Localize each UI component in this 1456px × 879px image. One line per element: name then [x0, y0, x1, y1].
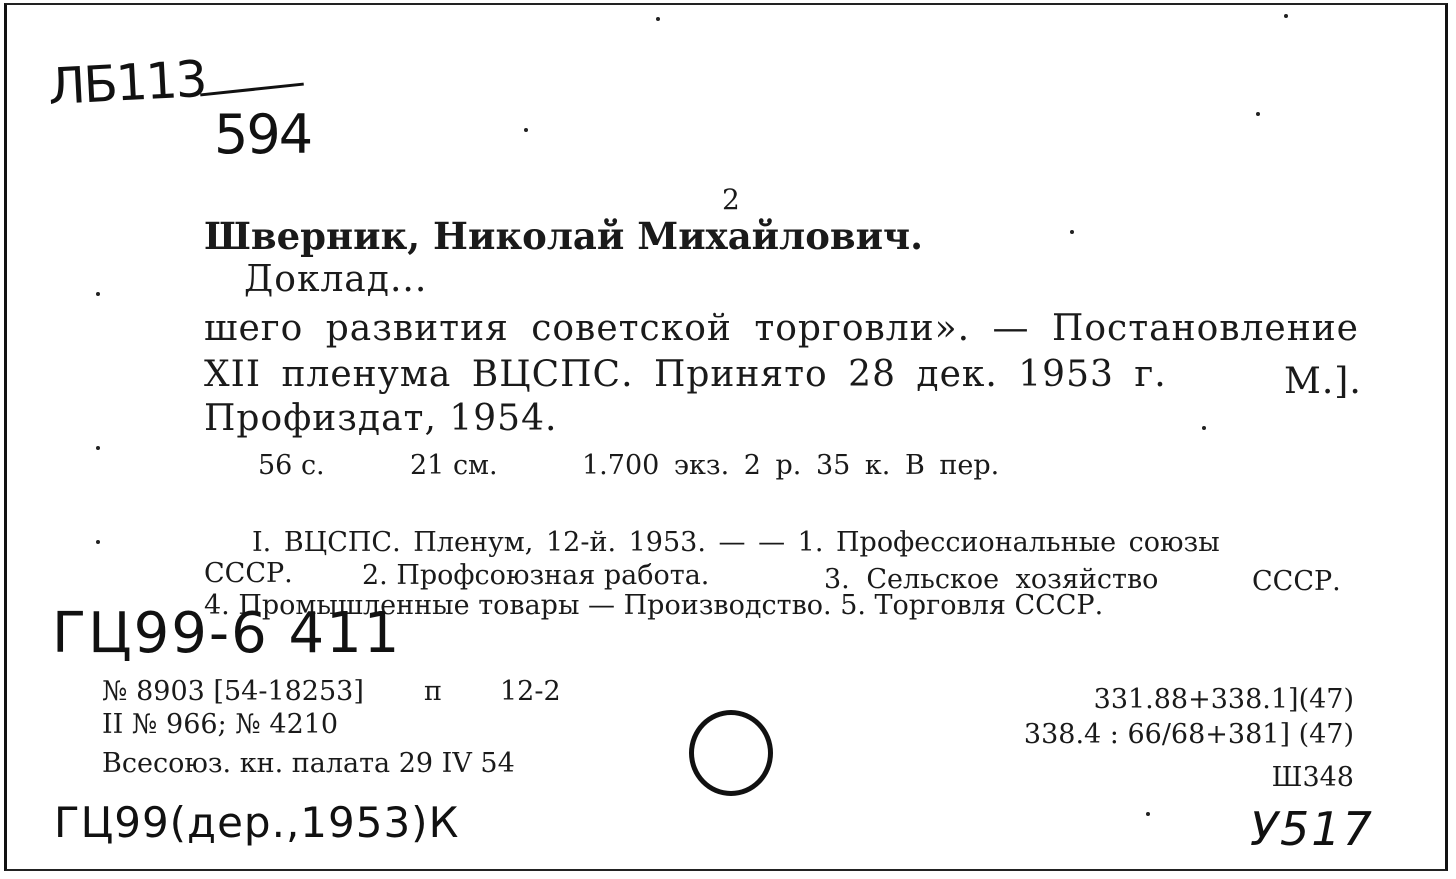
subjects-line-1: I. ВЦСПС. Пленум, 12-й. 1953. — — 1. Профессиональные союзы [252, 527, 1220, 558]
classification-line-1: 331.88+338.1](47) [1093, 684, 1354, 715]
imprint-line-2: II № 966; № 4210 [102, 709, 339, 740]
footer-handwritten-right: У517 [1250, 802, 1374, 856]
author-heading: Шверник, Николай Михайлович. [204, 214, 923, 258]
dust-speck [1202, 426, 1206, 430]
classification-line-3: Ш348 [1271, 762, 1354, 793]
dust-speck [524, 128, 528, 132]
dust-speck [96, 292, 100, 296]
heading-superscript: 2 [722, 183, 740, 216]
subjects-line-2d: СССР. [1252, 566, 1341, 597]
dust-speck [1256, 112, 1260, 116]
shelf-mark-top: ЛБ113 [46, 49, 207, 117]
physical-size: 21 см. [410, 450, 498, 481]
subjects-line-2a: СССР. [204, 558, 293, 589]
dust-speck [656, 17, 660, 21]
physical-run-price: 1.700 экз. 2 р. 35 к. В пер. [582, 450, 1000, 481]
shelf-mark-bottom: 594 [214, 103, 312, 166]
imprint-line-1b: п [424, 676, 442, 707]
imprint-line-1c: 12-2 [500, 676, 561, 707]
dust-speck [1146, 812, 1150, 816]
dust-speck [96, 446, 100, 450]
dust-speck [96, 540, 100, 544]
title-fragment: Доклад... [244, 259, 428, 300]
dust-speck [1284, 14, 1288, 18]
imprint-line-1a: № 8903 [54-18253] [102, 676, 364, 707]
imprint-line-3: Всесоюз. кн. палата 29 IV 54 [102, 748, 515, 779]
description-line-3: Профиздат, 1954. [204, 398, 558, 439]
subjects-line-2c: 3. Сельское хозяйство [824, 564, 1159, 595]
footer-handwritten-left: ГЦ99(дер.,1953)К [54, 798, 460, 847]
classification-line-2: 338.4 : 66/68+381] (47) [1023, 719, 1354, 750]
subjects-line-2b: 2. Профсоюзная работа. [362, 560, 710, 591]
subjects-line-3: 4. Промышленные товары — Производство. 5. Торговля СССР. [204, 590, 1104, 621]
circle-stamp [689, 710, 773, 796]
handwritten-code: ГЦ99-6 411 [52, 601, 402, 666]
description-line-2: XII пленума ВЦСПС. Принято 28 дек. 1953 г. [204, 354, 1167, 395]
description-line-1: шего развития советской торговли». — Постановление [204, 308, 1359, 349]
description-line-2-end: М.]. [1284, 361, 1362, 402]
physical-pages: 56 с. [258, 450, 325, 481]
dust-speck [1070, 230, 1074, 234]
